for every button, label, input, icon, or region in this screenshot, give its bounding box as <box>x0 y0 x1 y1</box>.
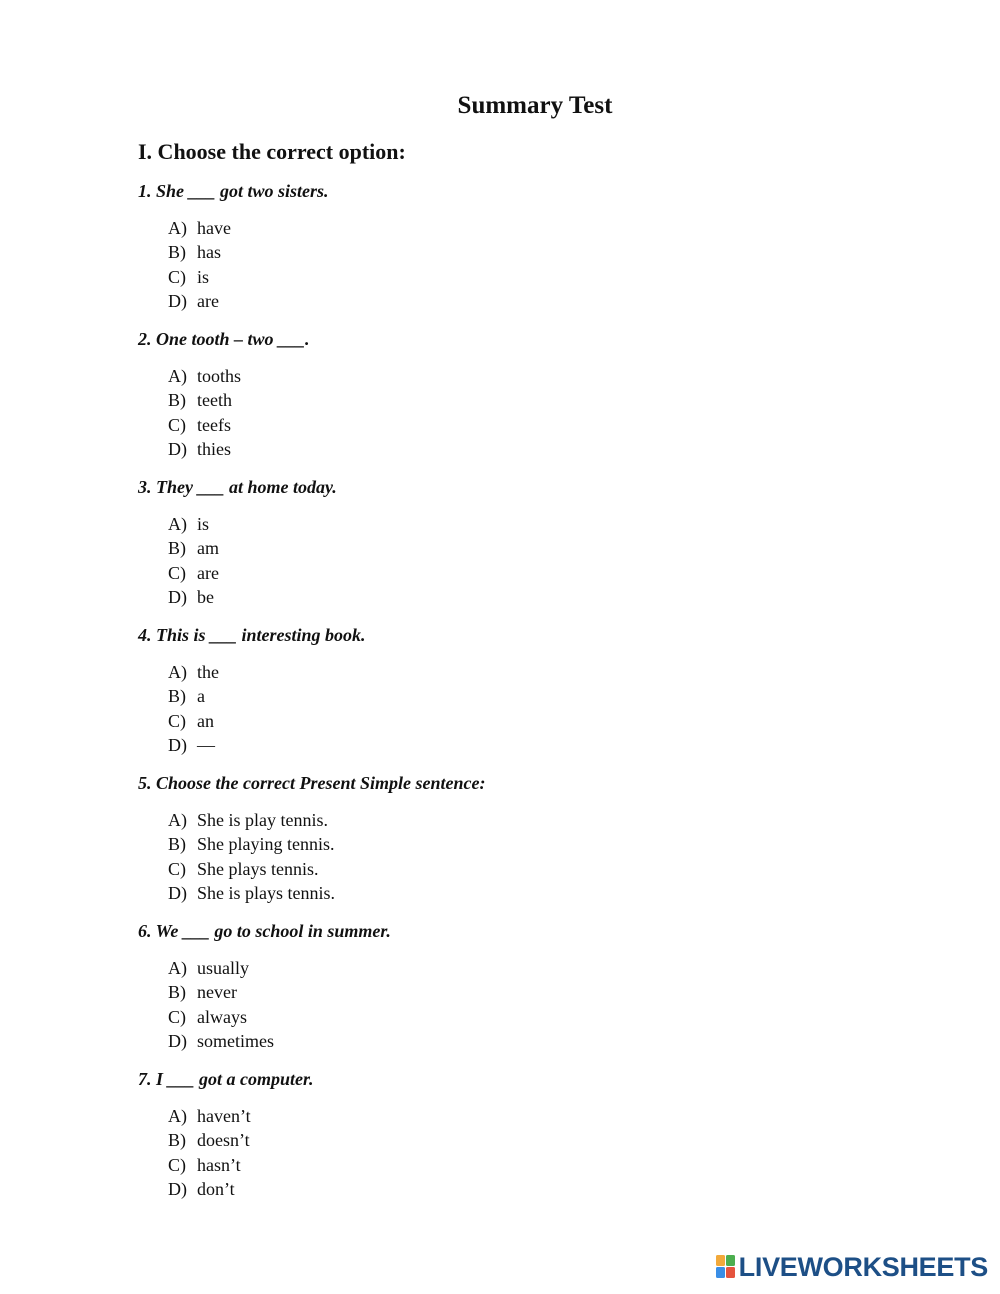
option-d[interactable] <box>168 289 898 313</box>
option-c[interactable] <box>168 1153 898 1177</box>
question-text: 3. They ___ at home today. <box>138 477 337 497</box>
option-d[interactable] <box>168 733 898 757</box>
option-letter: D) <box>168 438 187 459</box>
question-5 <box>138 770 898 918</box>
liveworksheets-logo-icon <box>716 1255 736 1279</box>
question-2 <box>138 326 898 474</box>
option-text: never <box>197 982 237 1003</box>
option-text: the <box>197 662 219 682</box>
option-letter: D) <box>168 734 187 755</box>
option-text: She is plays tennis. <box>197 882 335 903</box>
option-text: teeth <box>197 390 232 411</box>
option-text: She is play tennis. <box>197 810 328 830</box>
option-letter: C) <box>168 414 186 435</box>
option-text: hasn’t <box>197 1154 241 1175</box>
option-a[interactable] <box>168 512 898 536</box>
liveworksheets-logo[interactable] <box>716 1252 988 1282</box>
option-text: am <box>197 538 219 559</box>
option-letter: B) <box>168 242 186 263</box>
option-letter: D) <box>168 1030 187 1051</box>
question-3 <box>138 474 898 622</box>
option-letter: D) <box>168 882 187 903</box>
option-letter: D) <box>168 290 187 311</box>
option-a[interactable] <box>168 956 898 980</box>
question-text: 2. One tooth – two ___. <box>138 329 310 349</box>
option-b[interactable] <box>168 684 898 708</box>
option-b[interactable] <box>168 1128 898 1152</box>
option-letter: C) <box>168 1154 186 1175</box>
option-letter: B) <box>168 982 186 1003</box>
option-a[interactable] <box>168 364 898 388</box>
option-a[interactable] <box>168 1104 898 1128</box>
option-letter: A) <box>168 218 187 238</box>
option-text: always <box>197 1006 247 1027</box>
section-heading: I. Choose the correct option: <box>138 139 406 164</box>
question-text: 7. I ___ got a computer. <box>138 1069 314 1089</box>
question-text: 6. We ___ go to school in summer. <box>138 921 391 941</box>
option-text: sometimes <box>197 1030 274 1051</box>
option-list <box>168 512 898 609</box>
option-c[interactable] <box>168 857 898 881</box>
liveworksheets-wordmark: LIVEWORKSHEETS <box>738 1252 988 1282</box>
option-letter: B) <box>168 834 186 855</box>
option-c[interactable] <box>168 265 898 289</box>
option-d[interactable] <box>168 1177 898 1201</box>
question-4 <box>138 622 898 770</box>
option-letter: A) <box>168 1106 187 1126</box>
option-letter: C) <box>168 858 186 879</box>
option-letter: A) <box>168 514 187 534</box>
option-letter: D) <box>168 586 187 607</box>
option-a[interactable] <box>168 808 898 832</box>
option-c[interactable] <box>168 413 898 437</box>
option-text: has <box>197 242 221 263</box>
option-a[interactable] <box>168 660 898 684</box>
option-d[interactable] <box>168 881 898 905</box>
question-text: 4. This is ___ interesting book. <box>138 625 366 645</box>
question-text: 1. She ___ got two sisters. <box>138 181 329 201</box>
option-letter: A) <box>168 958 187 978</box>
question-7 <box>138 1066 898 1214</box>
option-text: a <box>197 686 205 707</box>
option-b[interactable] <box>168 388 898 412</box>
option-letter: D) <box>168 1178 187 1199</box>
option-text: She plays tennis. <box>197 858 319 879</box>
option-text: don’t <box>197 1178 235 1199</box>
option-c[interactable] <box>168 709 898 733</box>
question-1 <box>138 178 898 326</box>
option-letter: C) <box>168 710 186 731</box>
option-b[interactable] <box>168 980 898 1004</box>
option-letter: C) <box>168 562 186 583</box>
option-b[interactable] <box>168 536 898 560</box>
option-list <box>168 808 898 905</box>
question-list <box>138 178 898 1214</box>
option-text: usually <box>197 958 249 978</box>
option-text: tooths <box>197 366 242 386</box>
option-list <box>168 364 898 461</box>
option-text: are <box>197 562 219 583</box>
option-b[interactable] <box>168 832 898 856</box>
option-letter: B) <box>168 686 186 707</box>
option-d[interactable] <box>168 437 898 461</box>
option-text: — <box>197 734 215 755</box>
option-text: haven’t <box>197 1106 251 1126</box>
option-text: an <box>197 710 214 731</box>
option-letter: B) <box>168 538 186 559</box>
option-text: teefs <box>197 414 231 435</box>
option-c[interactable] <box>168 561 898 585</box>
option-text: is <box>197 266 210 287</box>
option-d[interactable] <box>168 1029 898 1053</box>
question-text: 5. Choose the correct Present Simple sentence: <box>138 773 486 793</box>
option-letter: C) <box>168 1006 186 1027</box>
option-text: are <box>197 290 219 311</box>
option-text: be <box>197 586 214 607</box>
option-text: She playing tennis. <box>197 834 335 855</box>
option-letter: C) <box>168 266 186 287</box>
option-a[interactable] <box>168 216 898 240</box>
option-list <box>168 216 898 313</box>
option-text: thies <box>197 438 231 459</box>
option-b[interactable] <box>168 240 898 264</box>
option-letter: A) <box>168 662 187 682</box>
option-list <box>168 1104 898 1201</box>
option-text: is <box>197 514 210 534</box>
option-text: doesn’t <box>197 1130 250 1151</box>
page-title: Summary Test <box>457 92 613 119</box>
option-letter: A) <box>168 366 187 386</box>
option-c[interactable] <box>168 1005 898 1029</box>
option-letter: B) <box>168 390 186 411</box>
option-d[interactable] <box>168 585 898 609</box>
option-text: have <box>197 218 231 238</box>
option-letter: A) <box>168 810 187 830</box>
option-list <box>168 660 898 757</box>
option-list <box>168 956 898 1053</box>
option-letter: B) <box>168 1130 186 1151</box>
question-6 <box>138 918 898 1066</box>
